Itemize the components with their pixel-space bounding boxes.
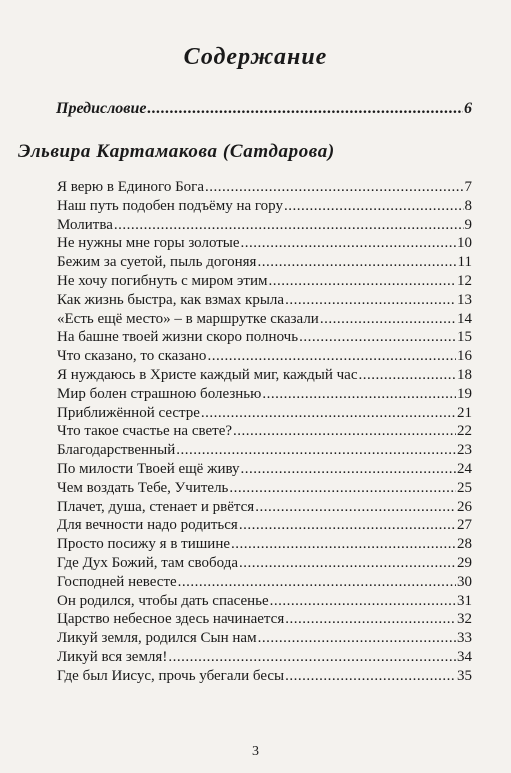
toc-item-title: Мир болен страшною болезнью	[57, 385, 262, 402]
toc-item-page: 18	[457, 366, 472, 383]
toc-item-title: Господней невесте	[57, 573, 177, 590]
leader-dots	[358, 366, 456, 385]
toc-item[interactable]	[57, 234, 472, 253]
toc-item-title: Где Дух Божий, там свобода	[57, 554, 238, 571]
toc-item[interactable]	[57, 441, 472, 460]
toc-item-page: 14	[457, 310, 472, 327]
toc-item-page: 7	[464, 179, 472, 195]
leader-dots	[205, 178, 464, 197]
leader-dots	[147, 100, 463, 118]
toc-item-page: 25	[457, 479, 472, 496]
toc-item-page: 10	[457, 235, 472, 252]
toc-item-page: 19	[457, 385, 472, 402]
toc-item[interactable]	[57, 310, 472, 329]
toc-item-title: «Есть ещё место» – в маршрутке сказали	[57, 310, 319, 327]
leader-dots	[241, 234, 456, 253]
toc-item-page: 13	[457, 291, 472, 308]
toc-item[interactable]	[57, 648, 472, 667]
leader-dots	[168, 648, 456, 667]
toc-item-page: 12	[457, 272, 472, 289]
toc-item-page: 29	[457, 554, 472, 571]
author-heading: Эльвира Картамакова (Сатдарова)	[18, 141, 335, 162]
toc-item[interactable]	[57, 178, 472, 197]
toc-item[interactable]	[57, 197, 472, 216]
toc-item-title: Я нуждаюсь в Христе каждый миг, каждый час	[57, 366, 358, 383]
toc-item[interactable]	[57, 516, 472, 535]
leader-dots	[299, 328, 456, 347]
toc-item-title: Благодарственный	[57, 442, 176, 459]
toc-item[interactable]	[57, 610, 472, 629]
leader-dots	[255, 498, 456, 517]
leader-dots	[284, 197, 464, 216]
toc-item-page: 11	[457, 254, 472, 271]
leader-dots	[270, 592, 456, 611]
toc-item-title: Что такое счастье на свете?	[57, 423, 233, 440]
toc-item-title: Я верю в Единого Бога	[57, 179, 204, 195]
toc-preface[interactable]	[56, 100, 472, 118]
page-title: Содержание	[183, 44, 328, 70]
toc-item[interactable]	[57, 422, 472, 441]
toc-item-page: 16	[457, 348, 472, 365]
toc-item-title: По милости Твоей ещё живу	[57, 460, 240, 477]
toc-item[interactable]	[57, 479, 472, 498]
toc-item-title: Как жизнь быстра, как взмах крыла	[57, 291, 285, 308]
toc-item-title: Бежим за суетой, пыль догоняя	[57, 254, 257, 271]
toc-item[interactable]	[57, 592, 472, 611]
leader-dots	[207, 347, 456, 366]
leader-dots	[285, 291, 456, 310]
toc-item-title: Просто посижу я в тишине	[57, 536, 230, 553]
toc-item-title: Чем воздать Тебе, Учитель	[57, 479, 229, 496]
toc-item-title: Не хочу погибнуть с миром этим	[57, 272, 268, 289]
toc-item-title: Ликуй земля, родился Сын нам	[57, 630, 257, 647]
leader-dots	[201, 404, 456, 423]
toc-item[interactable]	[57, 460, 472, 479]
toc-item[interactable]	[57, 404, 472, 423]
toc-item-page: 15	[457, 329, 472, 346]
preface-title: Предисловие	[56, 100, 147, 117]
toc-item[interactable]	[57, 629, 472, 648]
toc-item[interactable]	[57, 272, 472, 291]
toc-item[interactable]	[57, 535, 472, 554]
toc-item-page: 9	[464, 216, 472, 233]
leader-dots	[239, 554, 456, 573]
toc-item-title: Для вечности надо родиться	[57, 517, 238, 534]
toc-item-page: 23	[457, 442, 472, 459]
toc-item-title: Что сказано, то сказано	[57, 348, 207, 365]
toc-item-page: 24	[457, 460, 472, 477]
leader-dots	[268, 272, 456, 291]
toc-item-page: 8	[464, 197, 472, 214]
toc-item[interactable]	[57, 385, 472, 404]
leader-dots	[176, 441, 456, 460]
toc-item-title: На башне твоей жизни скоро полночь	[57, 329, 299, 346]
toc-item-title: Приближённой сестре	[57, 404, 200, 421]
toc-item-page: 33	[457, 630, 472, 647]
toc-item-page: 28	[457, 536, 472, 553]
toc-item[interactable]	[57, 253, 472, 272]
toc-item-page: 30	[457, 573, 472, 590]
toc-item[interactable]	[57, 347, 472, 366]
toc-item[interactable]	[57, 554, 472, 573]
leader-dots	[231, 535, 456, 554]
leader-dots	[241, 460, 456, 479]
toc-item-title: Наш путь подобен подъёму на гору	[57, 197, 283, 214]
toc-item-page: 27	[457, 517, 472, 534]
toc-list	[57, 178, 472, 686]
toc-item-title: Плачет, душа, стенает и рвётся	[57, 498, 255, 515]
leader-dots	[320, 310, 456, 329]
leader-dots	[285, 667, 456, 686]
toc-item-title: Молитва	[57, 216, 113, 233]
toc-item[interactable]	[57, 498, 472, 517]
toc-item-page: 21	[457, 404, 472, 421]
leader-dots	[258, 629, 456, 648]
toc-item[interactable]	[57, 291, 472, 310]
toc-item[interactable]	[57, 216, 472, 235]
toc-item-page: 35	[457, 667, 472, 684]
toc-item-title: Не нужны мне горы золотые	[57, 235, 240, 252]
toc-item-page: 26	[457, 498, 472, 515]
leader-dots	[178, 573, 456, 592]
toc-item-page: 22	[457, 423, 472, 440]
leader-dots	[239, 516, 456, 535]
toc-item[interactable]	[57, 366, 472, 385]
leader-dots	[114, 216, 464, 235]
page-number: 3	[252, 744, 259, 759]
leader-dots	[233, 422, 456, 441]
leader-dots	[285, 610, 456, 629]
preface-page: 6	[464, 100, 472, 117]
toc-item-title: Царство небесное здесь начинается	[57, 611, 285, 628]
leader-dots	[229, 479, 456, 498]
toc-item[interactable]	[57, 328, 472, 347]
leader-dots	[262, 385, 456, 404]
leader-dots	[257, 253, 456, 272]
toc-item-page: 31	[457, 592, 472, 609]
toc-item-title: Где был Иисус, прочь убегали бесы	[57, 667, 285, 684]
toc-item[interactable]	[57, 573, 472, 592]
toc-item-title: Ликуй вся земля!	[57, 648, 168, 665]
toc-item-page: 34	[457, 648, 472, 665]
toc-item-page: 32	[457, 611, 472, 628]
toc-item[interactable]	[57, 667, 472, 686]
toc-item-title: Он родился, чтобы дать спасенье	[57, 592, 269, 609]
